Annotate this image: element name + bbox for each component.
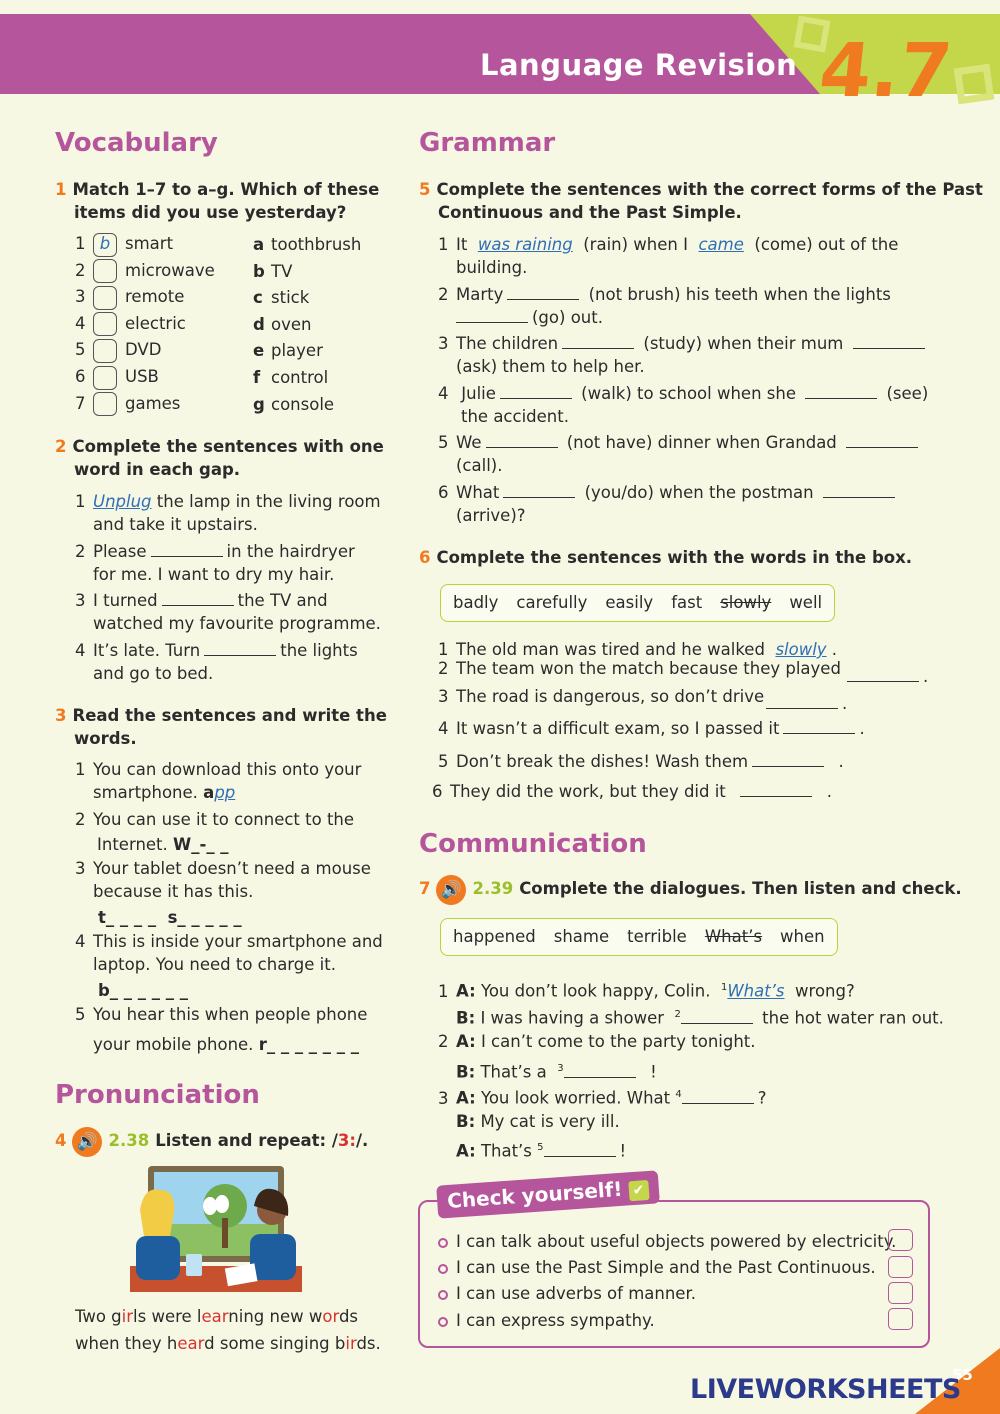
q2-sentence-4-cont: and go to bed. [93,664,214,683]
q1-option-b: b TV [253,261,293,281]
answer-blank[interactable] [805,385,877,399]
q2-instruction: 2 Complete the sentences with one word in each gap. [55,437,384,479]
q1-option-c: c stick [253,288,310,308]
q5-sentence-6-cont: (arrive)? [456,506,526,525]
q5-sentence-1: 1 It was raining (rain) when I came (come) out of the [438,235,899,254]
answer-blank[interactable] [853,335,925,349]
answer-blank[interactable] [846,434,918,448]
q6-instruction: 6 Complete the sentences with the words in the box. [419,548,913,567]
bullet-icon [438,1290,448,1300]
answer-blank[interactable] [682,1090,754,1104]
answer-blank[interactable] [507,286,579,300]
check-box-1[interactable] [888,1229,913,1251]
answer-box[interactable] [93,312,117,336]
q1-option-d: d oven [253,314,312,334]
q4-instruction: 4 🔊 2.38 Listen and repeat: /3:/. [55,1126,368,1157]
q3-sentence-5-cont: your mobile phone. r_ _ _ _ _ _ _ [93,1035,360,1054]
q5-sentence-1-cont: building. [456,258,528,277]
q1-item-1: 1 b smart [75,232,173,257]
q1-option-g: g console [253,394,335,414]
check-icon: ✔ [628,1180,649,1201]
q7-word-box: happened shame terrible What’s when [440,918,838,956]
q3-answer-3[interactable]: t_ _ _ _ s_ _ _ _ _ [98,908,242,927]
answer-blank[interactable] [783,720,855,734]
q5-sentence-2: 2 Marty (not brush) his teeth when the lights [438,285,891,304]
q7-instruction: 7 🔊 2.39 Complete the dialogues. Then listen and check. [419,874,962,905]
q6-sentence-3-blank: . [762,692,847,715]
answer-blank[interactable] [456,309,528,323]
q5-instruction: 5 Complete the sentences with the correct forms of the Past Continuous and the Past Simple. [419,180,983,222]
check-item-4: I can express sympathy. [438,1311,655,1330]
q5-sentence-5: 5 We (not have) dinner when Grandad [438,431,922,454]
q5-sentence-3-cont: (ask) them to help her. [456,357,645,376]
answer-blank[interactable] [562,335,634,349]
answer-box[interactable]: b [93,233,117,257]
q6-sentence-2-blank: . [843,665,928,688]
dialogue-3-c: A: That’s $^5$ ! [456,1141,627,1161]
header-bar [0,14,1000,114]
q5-sentence-6: 6 What (you/do) when the postman [438,481,899,504]
answer-blank[interactable] [486,434,558,448]
q5-sentence-2-cont: (go) out. [456,306,603,329]
pronunciation-line-2: when they heard some singing birds. [75,1334,381,1353]
q5-sentence-4-cont: the accident. [461,407,569,426]
q6-word-box: badly carefully easily fast slowly well [440,584,835,622]
q1-option-f: f control [253,368,329,387]
answer-blank[interactable] [500,385,572,399]
check-box-4[interactable] [888,1308,913,1330]
answer-box[interactable] [93,392,117,416]
two-girls-illustration [130,1166,302,1292]
page-number: 55 [952,1366,973,1384]
answer-blank[interactable] [766,695,838,709]
q3-sentence-1-cont: smartphone. app [93,783,236,802]
audio-icon[interactable]: 🔊 [436,875,466,905]
bullet-icon [438,1264,448,1274]
q2-sentence-3-cont: watched my favourite programme. [93,614,381,633]
page-title: Language Revision [480,48,798,82]
bullet-icon [438,1317,448,1327]
q6-sentence-3: 3 The road is dangerous, so don’t drive [438,687,765,706]
answer-text[interactable]: pp [214,783,236,802]
q3-answer-4[interactable]: b_ _ _ _ _ _ [98,981,189,1000]
grammar-heading: Grammar [419,128,556,158]
dialogue-1-a: 1 A: You don’t look happy, Colin. $^1$What’s wrong? [438,981,855,1001]
answer-blank[interactable] [204,642,276,656]
q2-sentence-3: 3 I turned the TV and [75,591,328,610]
q6-sentence-6: 6 They did the work, but they did it . [432,782,833,801]
dialogue-2-a: 2 A: I can’t come to the party tonight. [438,1032,756,1051]
q1-item-7: 7 games [75,392,180,417]
check-item-1: I can talk about useful objects powered by electricity. [438,1232,896,1251]
answer-blank[interactable] [847,668,919,682]
answer-blank[interactable] [151,543,223,557]
q3-answer-5[interactable]: r_ _ _ _ _ _ _ [258,1035,360,1054]
q1-item-6: 6 USB [75,365,159,390]
answer-blank[interactable] [162,592,234,606]
answer-blank[interactable] [681,1010,753,1024]
q5-sentence-5-cont: (call). [456,456,503,475]
bullet-icon [438,1238,448,1248]
q6-sentence-4: 4 It wasn’t a difficult exam, so I passed it . [438,719,865,738]
vocabulary-heading: Vocabulary [55,128,218,158]
q5-sentence-4: 4 Julie (walk) to school when she (see) [438,384,929,403]
q1-item-2: 2 microwave [75,259,215,284]
q1-item-3: 3 remote [75,285,184,310]
answer-box[interactable] [93,259,117,283]
dialogue-3-a: 3 A: You look worried. What $^4$ ? [438,1088,767,1108]
check-box-3[interactable] [888,1282,913,1304]
q6-sentence-2: 2 The team won the match because they played [438,659,841,678]
answer-blank[interactable] [752,753,824,767]
decor-square [954,64,995,105]
q6-sentence-1: 1 The old man was tired and he walked slowly . [438,640,838,659]
answer-blank[interactable] [503,484,575,498]
q3-sentence-4-cont: laptop. You need to charge it. [93,955,336,974]
answer-box[interactable] [93,286,117,310]
answer-blank[interactable] [544,1143,616,1157]
q1-instruction: 1 Match 1–7 to a–g. Which of these items did you use yesterday? [55,180,380,222]
q3-sentence-5: 5 You hear this when people phone [75,1005,368,1024]
q3-sentence-3: 3 Your tablet doesn’t need a mouse [75,859,371,878]
q2-sentence-4: 4 It’s late. Turn the lights [75,641,358,660]
dialogue-3-b: B: My cat is very ill. [456,1112,620,1131]
q1-item-4: 4 electric [75,312,186,337]
liveworksheets-logo: LIVEWORKSHEETS [690,1374,961,1405]
q3-sentence-4: 4 This is inside your smartphone and [75,932,383,951]
q3-instruction: 3 Read the sentences and write the words. [55,706,387,748]
answer-blank[interactable] [823,484,895,498]
unit-number: 4.7 [815,28,956,114]
check-item-2: I can use the Past Simple and the Past Continuous. [438,1258,876,1277]
q1-item-5: 5 DVD [75,338,161,363]
communication-heading: Communication [419,829,647,859]
q3-sentence-1: 1 You can download this onto your [75,760,362,779]
answer-blank[interactable] [740,783,812,797]
q6-sentence-5: 5 Don’t break the dishes! Wash them . [438,752,844,771]
audio-icon[interactable]: 🔊 [72,1127,102,1157]
pronunciation-heading: Pronunciation [55,1080,260,1110]
answer-blank[interactable] [564,1064,636,1078]
dialogue-1-b: B: I was having a shower $^2$ the hot water ran out. [456,1008,944,1028]
check-yourself-title: Check yourself! ✔ [436,1170,659,1218]
q3-sentence-2: 2 You can use it to connect to the [75,810,355,829]
q2-sentence-2-cont: for me. I want to dry my hair. [93,565,335,584]
q2-sentence-2: 2 Please in the hairdryer [75,542,355,561]
q3-sentence-3-cont: because it has this. [93,882,254,901]
pronunciation-line-1: Two girls were learning new words [75,1307,359,1326]
check-box-2[interactable] [888,1256,913,1278]
dialogue-2-b: B: That’s a $^3$ ! [456,1062,657,1082]
answer-box[interactable] [93,366,117,390]
q2-sentence-1-cont: and take it upstairs. [93,515,258,534]
q5-sentence-3: 3 The children (study) when their mum [438,332,929,355]
q3-sentence-2-cont: Internet. W_-_ _ [97,835,229,854]
q2-sentence-1: 1 Unplug the lamp in the living room [75,492,381,511]
q1-option-e: e player [253,341,323,361]
answer-box[interactable] [93,339,117,363]
q1-option-a: a toothbrush [253,235,362,254]
check-item-3: I can use adverbs of manner. [438,1284,696,1303]
